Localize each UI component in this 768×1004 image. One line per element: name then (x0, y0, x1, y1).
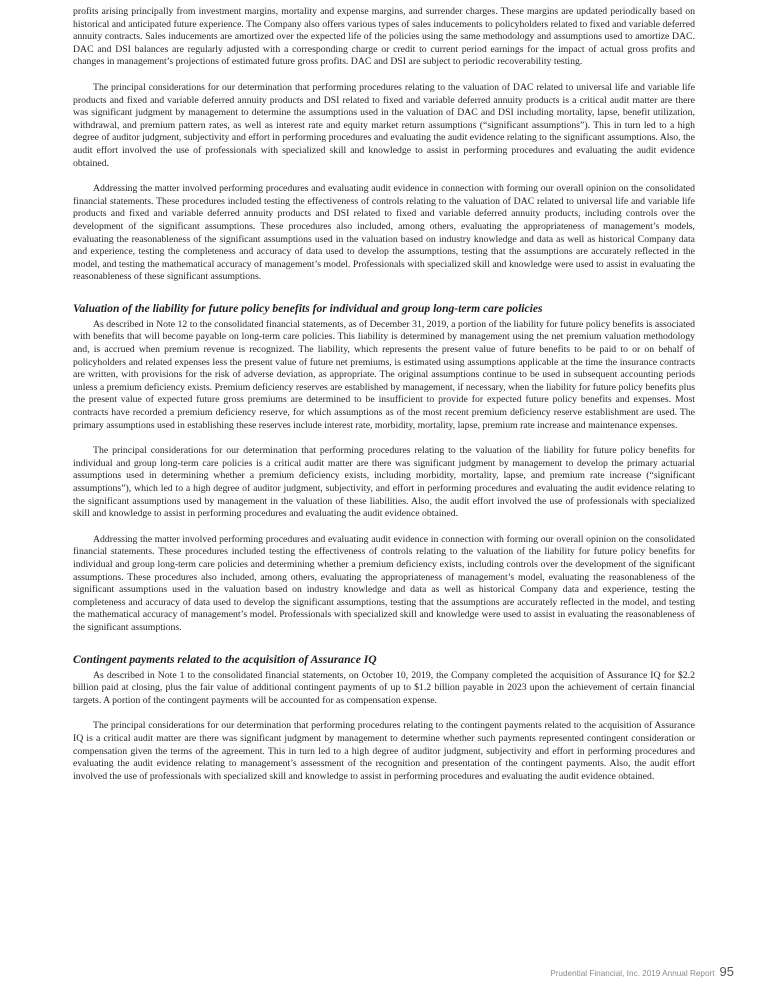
paragraph: Addressing the matter involved performing procedures and evaluating audit evidence in connection with forming our overall opinion on the consolidated financial statements. These procedures included testing the effectiveness of controls relating to the valuation of the liability for future policy benefits for individual and group long-term care policies and determining whether a premium deficiency exists, including controls over the development of the significant assumptions. These procedures also included, among others, evaluating the appropriateness of management’s model, evaluating the reasonableness of the significant assumptions used in the valuation based on industry knowledge and data as well as historical Company data and experience, testing the completeness and accuracy of data used to develop the significant assumptions, testing that the assumptions are accurately reflected in the model, and testing the mathematical accuracy of management’s model. Professionals with specialized skill and knowledge were used to assist in evaluating the reasonableness of the significant assumptions. (73, 533, 695, 633)
section-heading-assurance-iq: Contingent payments related to the acquisition of Assurance IQ (73, 652, 377, 666)
page-number: 95 (719, 964, 734, 979)
section-heading-ltc-liability: Valuation of the liability for future policy benefits for individual and group long-term care policies (73, 301, 543, 315)
footer-report-title: Prudential Financial, Inc. 2019 Annual Report (550, 969, 715, 978)
paragraph: The principal considerations for our determination that performing procedures relating to the valuation of DAC related to universal life and variable life products and fixed and variable deferred annuity products and DSI related to fixed and variable deferred annuity products is a critical audit matter are there was significant judgment by management to determine the assumptions used in the valuation of DAC and DSI including mortality, lapse, benefit utilization, withdrawal, and premium pattern rates, as well as interest rate and equity market return assumptions (“significant assumptions”). This in turn led to a high degree of auditor judgment, subjectivity and effort in performing procedures and evaluating the audit evidence relating to the significant assumptions. Also, the audit effort involved the use of professionals with specialized skill and knowledge to assist in performing procedures and evaluating the audit evidence obtained. (73, 81, 695, 169)
document-body (73, 6, 695, 796)
paragraph: As described in Note 1 to the consolidated financial statements, on October 10, 2019, the Company completed the acquisition of Assurance IQ for $2.2 billion paid at closing, plus the fair value of additional contingent payments of up to $1.2 billion payable in 2023 upon the achievement of certain financial targets. A portion of the contingent payments will be accounted for as compensation expense. (73, 669, 695, 706)
paragraph: The principal considerations for our determination that performing procedures relating to the contingent payments related to the acquisition of Assurance IQ is a critical audit matter are there was significant judgment by management to determine whether such payments represented contingent consideration or compensation given the terms of the agreement. This in turn led to a high degree of auditor judgment, subjectivity and effort in performing procedures and evaluating the audit evidence relating to management’s assessment of the recognition and presentation of the contingent payments. Also, the audit effort involved the use of professionals with specialized skill and knowledge to assist in performing procedures and evaluating the audit evidence obtained. (73, 720, 695, 782)
paragraph: profits arising principally from investment margins, mortality and expense margins, and surrender charges. These margins are updated periodically based on historical and anticipated future experience. The Company also offers various types of sales inducements to policyholders related to fixed and variable deferred annuity contracts. Sales inducements are amortized over the expected life of the policies using the same methodology and assumptions used to amortize DAC. DAC and DSI balances are regularly adjusted with a corresponding charge or credit to current period earnings for the impact of actual gross profits and changes in management’s projections of estimated future gross profits. DAC and DSI are subject to periodic recoverability testing. (73, 6, 695, 68)
page-footer (550, 964, 734, 979)
paragraph: Addressing the matter involved performing procedures and evaluating audit evidence in connection with forming our overall opinion on the consolidated financial statements. These procedures included testing the effectiveness of controls relating to the valuation of DAC related to universal life and variable life products and fixed and variable deferred annuity products and DSI related to fixed and variable deferred annuity products, including controls over the development of the significant assumptions. These procedures also included, among others, evaluating the appropriateness of management’s models, evaluating the reasonableness of the significant assumptions used in the valuation based on industry knowledge and data as well as historical Company data and experience, testing the completeness and accuracy of data used to develop the assumptions, testing that the assumptions are accurately reflected in the model, and testing the mathematical accuracy of management’s model. Professionals with specialized skill and knowledge were used to assist in evaluating the reasonableness of these significant assumptions. (73, 183, 695, 283)
paragraph: The principal considerations for our determination that performing procedures relating to the valuation of the liability for future policy benefits for individual and group long-term care policies is a critical audit matter are there was significant judgment by management to develop the primary actuarial assumptions used in determining whether a premium deficiency exists, including morbidity, mortality, lapse, and premium rate increase (“significant assumptions”), which led to a high degree of auditor judgment, subjectivity, and effort in performing procedures and evaluating the audit evidence relating to the significant assumptions used by management in the valuation of these liabilities. Also, the audit effort involved the use of professionals with specialized skill and knowledge to assist in performing procedures and evaluating the audit evidence obtained. (73, 445, 695, 520)
paragraph: As described in Note 12 to the consolidated financial statements, as of December 31, 2019, a portion of the liability for future policy benefits is associated with benefits that will become payable on long-term care policies. This liability is determined by management using the net premium valuation methodology and, is accrued when premium revenue is recognized. The liability, which represents the present value of future benefits to be paid to or on behalf of policyholders and related expenses less the present value of future net premiums, is estimated using assumptions applicable at the time the insurance contracts are written, with provisions for the risk of adverse deviation, as appropriate. The original assumptions continue to be used in subsequent accounting periods unless a premium deficiency exists. Premium deficiency reserves are established by management, if necessary, when the liability for future policy benefits plus the present value of expected future gross premiums are determined to be insufficient to provide for expected future policy benefits and expenses. Most contracts have recorded a premium deficiency reserve, for which assumptions as of the most recent premium deficiency reserve establishment are used. The primary assumptions used in establishing these reserves include interest rate, morbidity, mortality, lapse, premium rate increase and maintenance expenses. (73, 318, 695, 431)
